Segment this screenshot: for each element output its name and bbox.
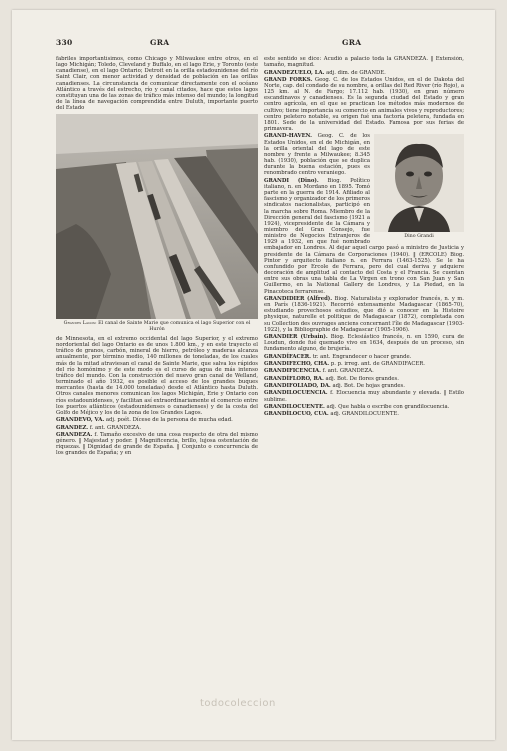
entry-grandez: GRANDEZ. f. ant. GRANDEZA.: [56, 424, 142, 431]
page-number: 330: [56, 38, 73, 47]
dino-grandi-portrait: [374, 134, 464, 232]
book-page: [12, 10, 495, 740]
photo-caption: Grandes Lagos: El canal de Sainte Marie que comunica el lago Superior con el Hurón: [63, 321, 251, 333]
sainte-marie-canal-photo: [56, 114, 258, 319]
entry-grandilocuente: GRANDILOCUENTE. adj. Que habla o escribe con grandilocuencia.: [264, 403, 450, 410]
entry-grandier: GRANDIER (Urbain). Biog. Eclesiástico francés, n. en 1590, cura de Loudun, donde fué quemado vivo en 1634, después de un proceso, sin fundamento alguno, de brujería.: [264, 334, 464, 353]
entry-grand-haven: GRAND-HAVEN. Geog. C. de los Estados Unidos, en el de Michigán, en la orilla oriental del lago de este nombre y frente a Milwaukee; 8.345 hab. (1930), población que se duplica durante la buena estación, pues es renombrado centro veraniego.: [264, 133, 370, 177]
grandeza-continued-text: este sentido se dice: Acudió a palacio toda la GRANDEZA. ‖ Extensión, tamaño, magnitud.: [264, 56, 464, 69]
entry-grandi: GRANDI (Dino). Biog. Político italiano, n. en Mordano en 1895. Tomó parte en la guerra de 1914. Afiliado al fascismo y organizador de los primeros sindicatos nacionalistas, participó en la marcha sobre Roma. Miembro de la Dirección general del fascismo (1921 a 1924), vicepresidente de la Cámara y miembro del Gran Consejo, fue ministro de Negocios Extranjeros de 1929 a 1932, en que fué nombrado embajador en Londres. Al dejar aquel cargo pasó a ministro de Justicia y presidente de la Cámara de Corporaciones (1940). ‖ (ERCOLE) Biog. Pintor y arquitecto italiano n. en Ferrara (1463-1525). Se le ha confundido por Ercole de Ferrara, pero del cual deriva y adquiere decoración de amplitud al contacto del Costa y el Francia. Se cuentan entre sus obras una tabla de La Virgen en trono con San Juan y San Guillermo, en la National Gallery de Londres, y La Piedad, en la Pinacoteca ferrarense.: [264, 177, 464, 295]
entry-grandilocuencia: GRANDILOCUENCIA. f. Elocuencia muy abundante y elevada. ‖ Estilo sublime.: [264, 390, 464, 403]
portrait-caption: Dino Grandi: [404, 234, 434, 240]
entry-grandifloro: GRANDÍFLORO, RA. adj. Bot. De flores grandes.: [264, 375, 399, 382]
entry-grandidier: GRANDIDIER (Alfred). Biog. Naturalista y explorador francés, n. y m. en París (1836-1921). Recorrió extensamente Madagascar (1865-70), estudiando provechosos estudios, que dió a conocer en la Histoire physique, naturelle et politique de Madagascar (1872), completada con su Collection des ouvrages anciens concernant l'île de Madagascar (1903-1922), y la Bibliographie de Madagascar (1905-1906).: [264, 295, 464, 333]
entry-grandifecho: GRANDIFECHO, CHA. p. p. irreg. ant. de GRANDIFACER.: [264, 361, 425, 367]
entry-grandeza: GRANDEZA. f. Tamaño excesivo de una cosa respecto de otra del mismo género. ‖ Majestad y poder. ‖ Magnificencia, brillo, lujosa ostentación de riquezas. ‖ Dignidad de grande de España. ‖ Conjunto o concurrencia de los grandes de España; y en: [56, 431, 258, 457]
entry-grandevo: GRANDEVO, VA. adj. poét. Dícese de la persona de mucha edad.: [56, 417, 233, 424]
entry-grand-forks: GRAND FORKS. Geog. C. de los Estados Unidos, en el de Dakota del Norte, cap. del condado de su nombre, a orillas del Red River (río Rojo), a 125 km. al N. de Fargo; 17.112 hab. (1930), en gran número escandinavos y canadienses. Es la segunda ciudad del Estado y gran centro agrícola, en el que se practican los métodos más modernos de cultivo; tiene importancia su comercio en animales vivos y reproductores; centro peletero notable, su origen fué una factoría peletera, fundada en 1801. Sede de la universidad del Estado. Famosa por sus ferias de primavera.: [264, 76, 464, 133]
great-lakes-body-text: de Minnesota, en el extremo occidental del lago Superior, y el extremo nordoriental del lago Ontario es de unos 1.800 km., y en este trayecto el tráfico de granos, carbón, mineral de hierro, petróleo y maderas alcanza anualmente, por término medio, 140 millones de toneladas, de los cuales más de la mitad atraviesan el canal de Sainte Marie, que salva los rápidos del río homónimo y de este modo es el curso de agua de más intenso tráfico del mundo. Con la construcción del nuevo gran canal de Welland, terminado el año 1932, es posible el acceso de los grandes buques mercantes (hasta de 14.000 toneladas) desde el Atlántico hasta Duluth. Otros canales menores comunican los lagos Michigán, Erie y Ontario con ríos estadounidenses, y facilitan así extraordinariamente el comercio entre los puertos atlánticos (estadounidenses o canadienses) y de la costa del Golfo de Méjico y los de la zona de los Grandes Lagos.: [56, 336, 258, 416]
left-running-head: GRA: [150, 38, 170, 47]
right-running-head: GRA: [342, 38, 362, 47]
portrait-figure: [374, 134, 464, 240]
entry-grandezuelo: GRANDEZUELO, LA. adj. dim. de GRANDE.: [264, 69, 386, 76]
watermark: todocoleccion: [200, 698, 276, 709]
entry-grandilocuo: GRANDÍLOCUO, CUA. adj. GRANDILOCUENTE.: [264, 411, 399, 418]
left-column: [56, 56, 258, 696]
entry-grandifoliado: GRANDIFOLIADO, DA. adj. Bot. De hojas grandes.: [264, 383, 405, 390]
canal-aerial-image: [56, 114, 258, 319]
entry-grandificencia: GRANDIFICENCIA. f. ant. GRANDEZA.: [264, 368, 374, 375]
right-column: [264, 56, 464, 696]
great-lakes-intro-text: fabriles importantísimos, como Chicago y Milwaukee entre otros, en el lago Michigán; Toledo, Cleveland y Buffalo, en el lago Erie, y Toronto (este canadiense), en el lago Ontario; Detroit en la orilla estadounidense del río Saint Clair, con menor actividad y densidad de población en las orillas canadienses. La circunstancia de comunicar directamente con el océano Atlántico a través del estrecho, río y canal citados, hace que estos lagos constituyan una de las zonas de tráfico más intenso del mundo; la longitud de la línea de navegación comprendida entre Duluth, importante puerto del Estado: [56, 56, 258, 112]
portrait-image: [374, 134, 464, 232]
entry-grandifacer: GRANDÍFACER. tr. ant. Engrandecer o hacer grande.: [264, 353, 412, 360]
